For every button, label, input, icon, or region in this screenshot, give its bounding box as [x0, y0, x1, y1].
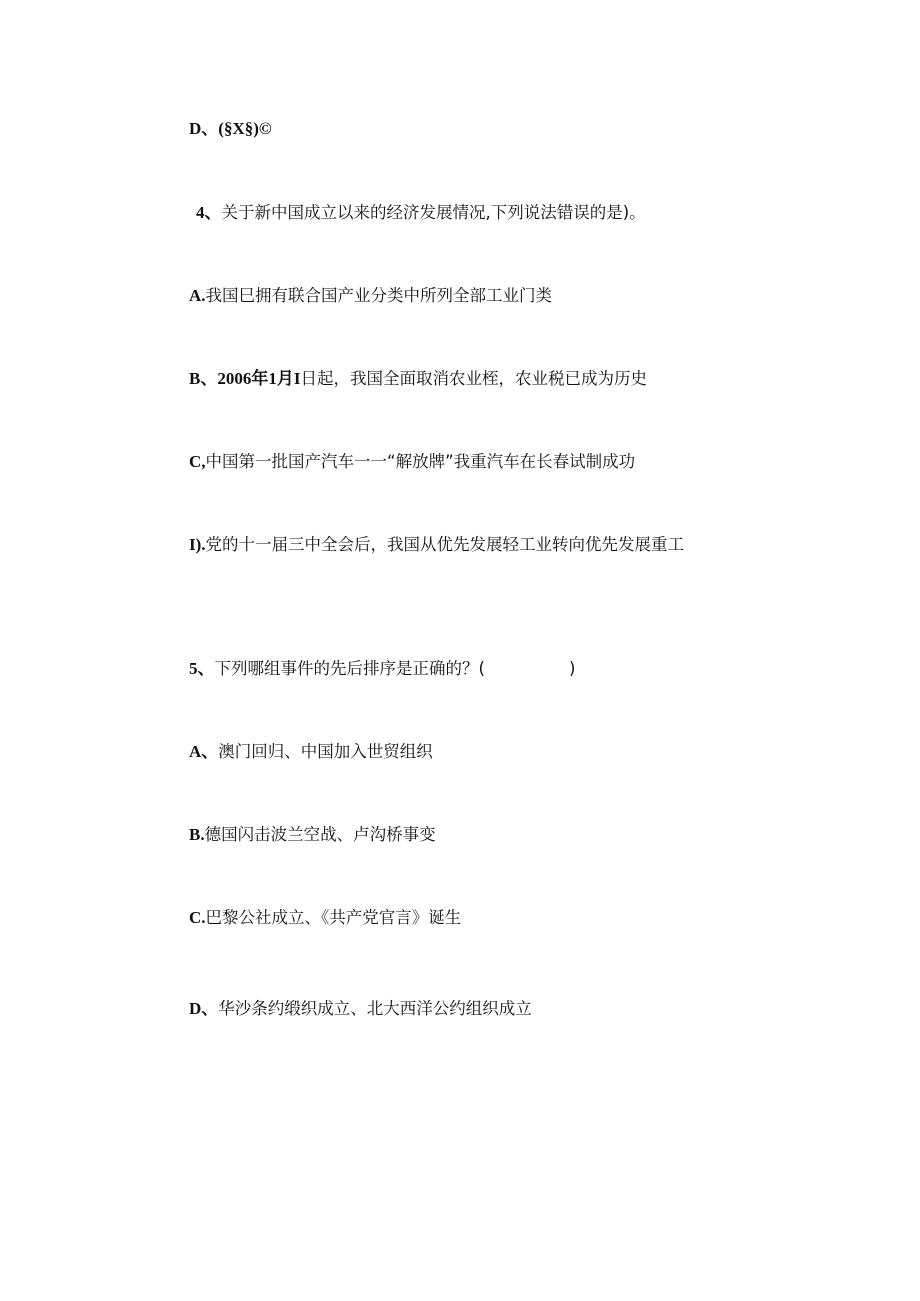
q5-stem-text: 下列哪组事件的先后排序是正确的？(	[214, 659, 485, 678]
q4-option-a-lead: A.	[189, 286, 206, 305]
q4-option-a	[189, 285, 552, 307]
q4-stem-text: 关于新中国成立以来的经济发展情况,下列说法错误的是)。	[221, 203, 646, 222]
q4-option-b-lead: B、2006年1月I	[189, 369, 301, 388]
q4-option-d	[189, 534, 684, 556]
q5-number: 5、	[189, 659, 215, 678]
q5-option-d	[189, 998, 532, 1020]
q5-option-c-text: 巴黎公社成立、《共产党官言》诞生	[205, 908, 462, 927]
q5-option-d-text: 华沙条约缎织成立、北大西洋公约组织成立	[218, 999, 532, 1018]
q5-option-a-lead: A、	[189, 742, 219, 761]
q4-option-b	[189, 368, 647, 390]
q5-option-a	[189, 741, 433, 763]
q5-option-b	[189, 824, 436, 846]
q4-option-d-lead: I).	[189, 535, 206, 554]
q4-stem	[196, 202, 646, 224]
q5-stem	[189, 658, 575, 680]
q4-option-d-text: 党的十一届三中全会后，我国从优先发展轻工业转向优先发展重工	[205, 535, 685, 554]
q5-option-c	[189, 907, 461, 929]
q5-option-c-lead: C.	[189, 908, 206, 927]
q3-option-d-text: D、(§X§)©	[189, 119, 272, 138]
q5-option-d-lead: D、	[189, 999, 219, 1018]
q4-number: 4、	[196, 203, 222, 222]
q4-option-a-text: 我国巳拥有联合国产业分类中所列全部工业门类	[205, 286, 553, 305]
q5-option-b-lead: B.	[189, 825, 205, 844]
q4-option-c-lead: C,	[189, 452, 206, 471]
q5-stem-close: )	[568, 659, 576, 678]
q4-option-c-text: 中国第一批国产汽车一一“解放牌”我重汽车在长春试制成功	[205, 452, 636, 471]
q5-option-b-text: 德国闪击波兰空战、卢沟桥事变	[204, 825, 436, 844]
q5-option-a-text: 澳门回归、中国加入世贸组织	[218, 742, 433, 761]
q4-option-b-text: 日起，我国全面取消农业桎，农业税已成为历史	[300, 369, 647, 388]
q3-option-d	[189, 118, 272, 140]
q4-option-c	[189, 451, 635, 473]
